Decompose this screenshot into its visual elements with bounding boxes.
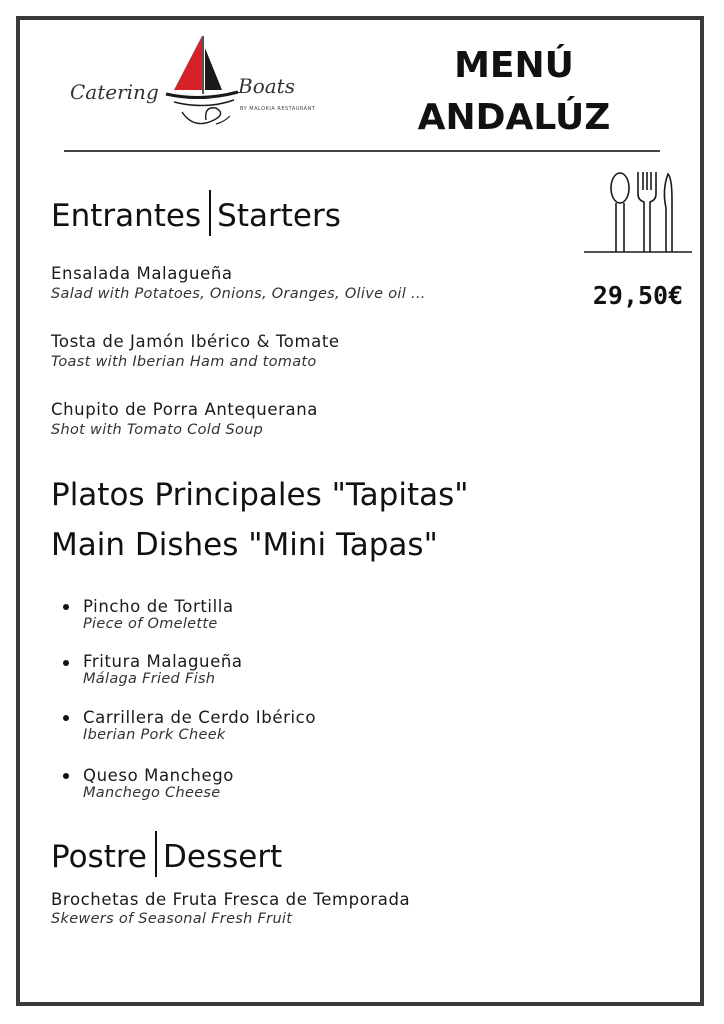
starters-heading-es: Entrantes: [51, 198, 202, 234]
menu-price: 29,50€: [592, 281, 684, 310]
dish-description: Toast with Iberian Ham and tomato: [51, 354, 317, 370]
heading-separator: [209, 190, 211, 236]
menu-title-line1: MENÚ: [454, 45, 574, 86]
list-item: [51, 890, 410, 927]
bullet-icon: [63, 660, 69, 666]
menu-title: [398, 40, 630, 144]
dessert-heading-en: Dessert: [163, 839, 283, 875]
dish-name: Brochetas de Fruta Fresca de Temporada: [51, 890, 411, 909]
dish-description: Skewers of Seasonal Fresh Fruit: [51, 911, 293, 927]
dish-name: Pincho de Tortilla: [83, 597, 234, 616]
mains-heading-line2: Main Dishes "Mini Tapas": [51, 527, 438, 563]
bullet-icon: [63, 773, 69, 779]
cutlery-icon: [582, 170, 694, 256]
catering-boats-logo: [66, 36, 316, 136]
dish-description: Salad with Potatoes, Onions, Oranges, Olive oil ...: [51, 286, 426, 302]
list-item: [83, 652, 243, 687]
logo-word-right: Boats: [238, 74, 295, 98]
dish-description: Manchego Cheese: [83, 785, 221, 801]
heading-separator: [155, 831, 157, 877]
bullet-icon: [63, 604, 69, 610]
bullet-icon: [63, 715, 69, 721]
starters-heading: [51, 190, 341, 236]
list-item: [51, 400, 318, 438]
dessert-heading-es: Postre: [51, 839, 147, 875]
menu-title-line2: ANDALÚZ: [417, 97, 611, 138]
dessert-heading: [51, 831, 282, 877]
starters-heading-en: Starters: [217, 198, 341, 234]
dish-description: Málaga Fried Fish: [83, 671, 216, 687]
list-item: [83, 597, 234, 632]
list-item: [83, 708, 316, 743]
list-item: [51, 332, 340, 370]
logo-word-left: Catering: [70, 80, 159, 104]
dish-name: Ensalada Malagueña: [51, 264, 233, 283]
mains-heading-line1: Platos Principales "Tapitas": [51, 477, 469, 513]
list-item: [51, 264, 426, 302]
dish-description: Iberian Pork Cheek: [83, 727, 226, 743]
dish-name: Queso Manchego: [83, 766, 234, 785]
dish-description: Piece of Omelette: [83, 616, 218, 632]
header-divider: [64, 150, 660, 152]
dish-name: Chupito de Porra Antequerana: [51, 400, 318, 419]
logo-tagline: BY MALOKIA RESTAURANT: [240, 106, 316, 112]
dish-name: Carrillera de Cerdo Ibérico: [83, 708, 317, 727]
dish-description: Shot with Tomato Cold Soup: [51, 422, 264, 438]
list-item: [83, 766, 234, 801]
dish-name: Fritura Malagueña: [83, 652, 243, 671]
dish-name: Tosta de Jamón Ibérico & Tomate: [51, 332, 340, 351]
